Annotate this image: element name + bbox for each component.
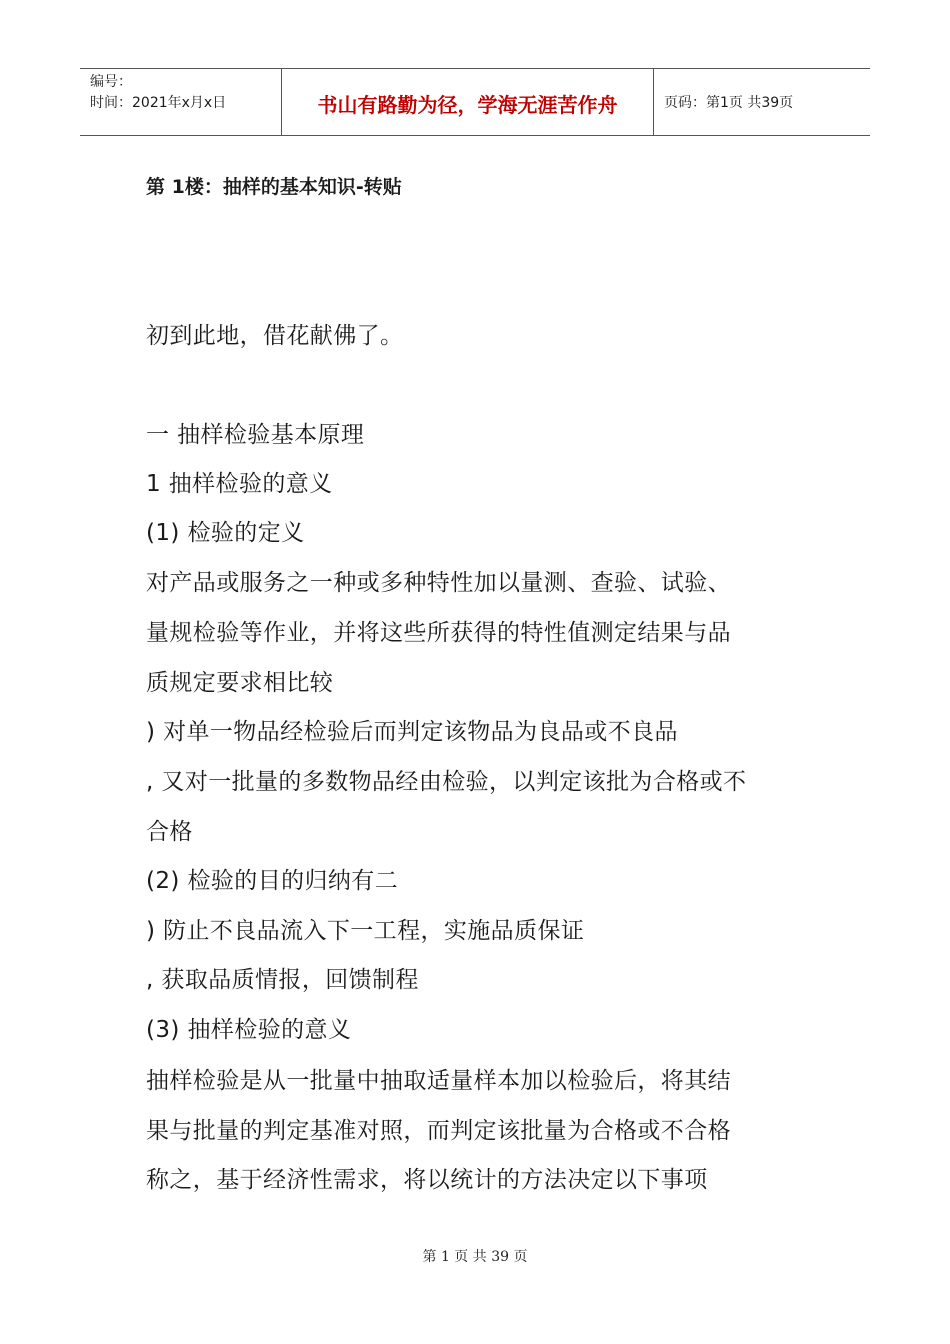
- header-meta: [80, 69, 282, 135]
- header-motto: 书山有路勤为径，学海无涯苦作舟: [282, 69, 654, 135]
- paragraph: 质规定要求相比较: [146, 670, 334, 696]
- paragraph: , 获取品质情报，回馈制程: [146, 967, 419, 993]
- paragraph: 对产品或服务之一种或多种特性加以量测、查验、试验、: [146, 570, 731, 596]
- paragraph: ) 对单一物品经检验后而判定该物品为良品或不良品: [146, 719, 678, 745]
- paragraph: 合格: [146, 819, 193, 845]
- page-footer: 第 1 页 共 39 页: [422, 1249, 528, 1265]
- paragraph: 1 抽样检验的意义: [146, 471, 333, 497]
- time-label: 时间：2021年x月x日: [90, 95, 227, 111]
- paragraph: 果与批量的判定基准对照，而判定该批量为合格或不合格: [146, 1118, 731, 1144]
- header-page-info: 页码：第1页 共39页: [664, 95, 794, 111]
- paragraph: (3) 抽样检验的意义: [146, 1017, 352, 1043]
- paragraph: ) 防止不良品流入下一工程，实施品质保证: [146, 918, 585, 944]
- document-header: [80, 68, 870, 136]
- paragraph: 一 抽样检验基本原理: [146, 422, 365, 448]
- paragraph: (1) 检验的定义: [146, 520, 305, 546]
- section-heading: 第 1楼：抽样的基本知识-转贴: [146, 176, 402, 198]
- paragraph: 抽样检验是从一批量中抽取适量样本加以检验后，将其结: [146, 1068, 731, 1094]
- paragraph: , 又对一批量的多数物品经由检验，以判定该批为合格或不: [146, 769, 747, 795]
- paragraph: (2) 检验的目的归纳有二: [146, 868, 399, 894]
- paragraph: 初到此地，借花献佛了。: [146, 323, 404, 349]
- paragraph: 量规检验等作业，并将这些所获得的特性值测定结果与品: [146, 620, 731, 646]
- paragraph: 称之，基于经济性需求，将以统计的方法决定以下事项: [146, 1167, 708, 1193]
- number-label: 编号：: [90, 74, 132, 90]
